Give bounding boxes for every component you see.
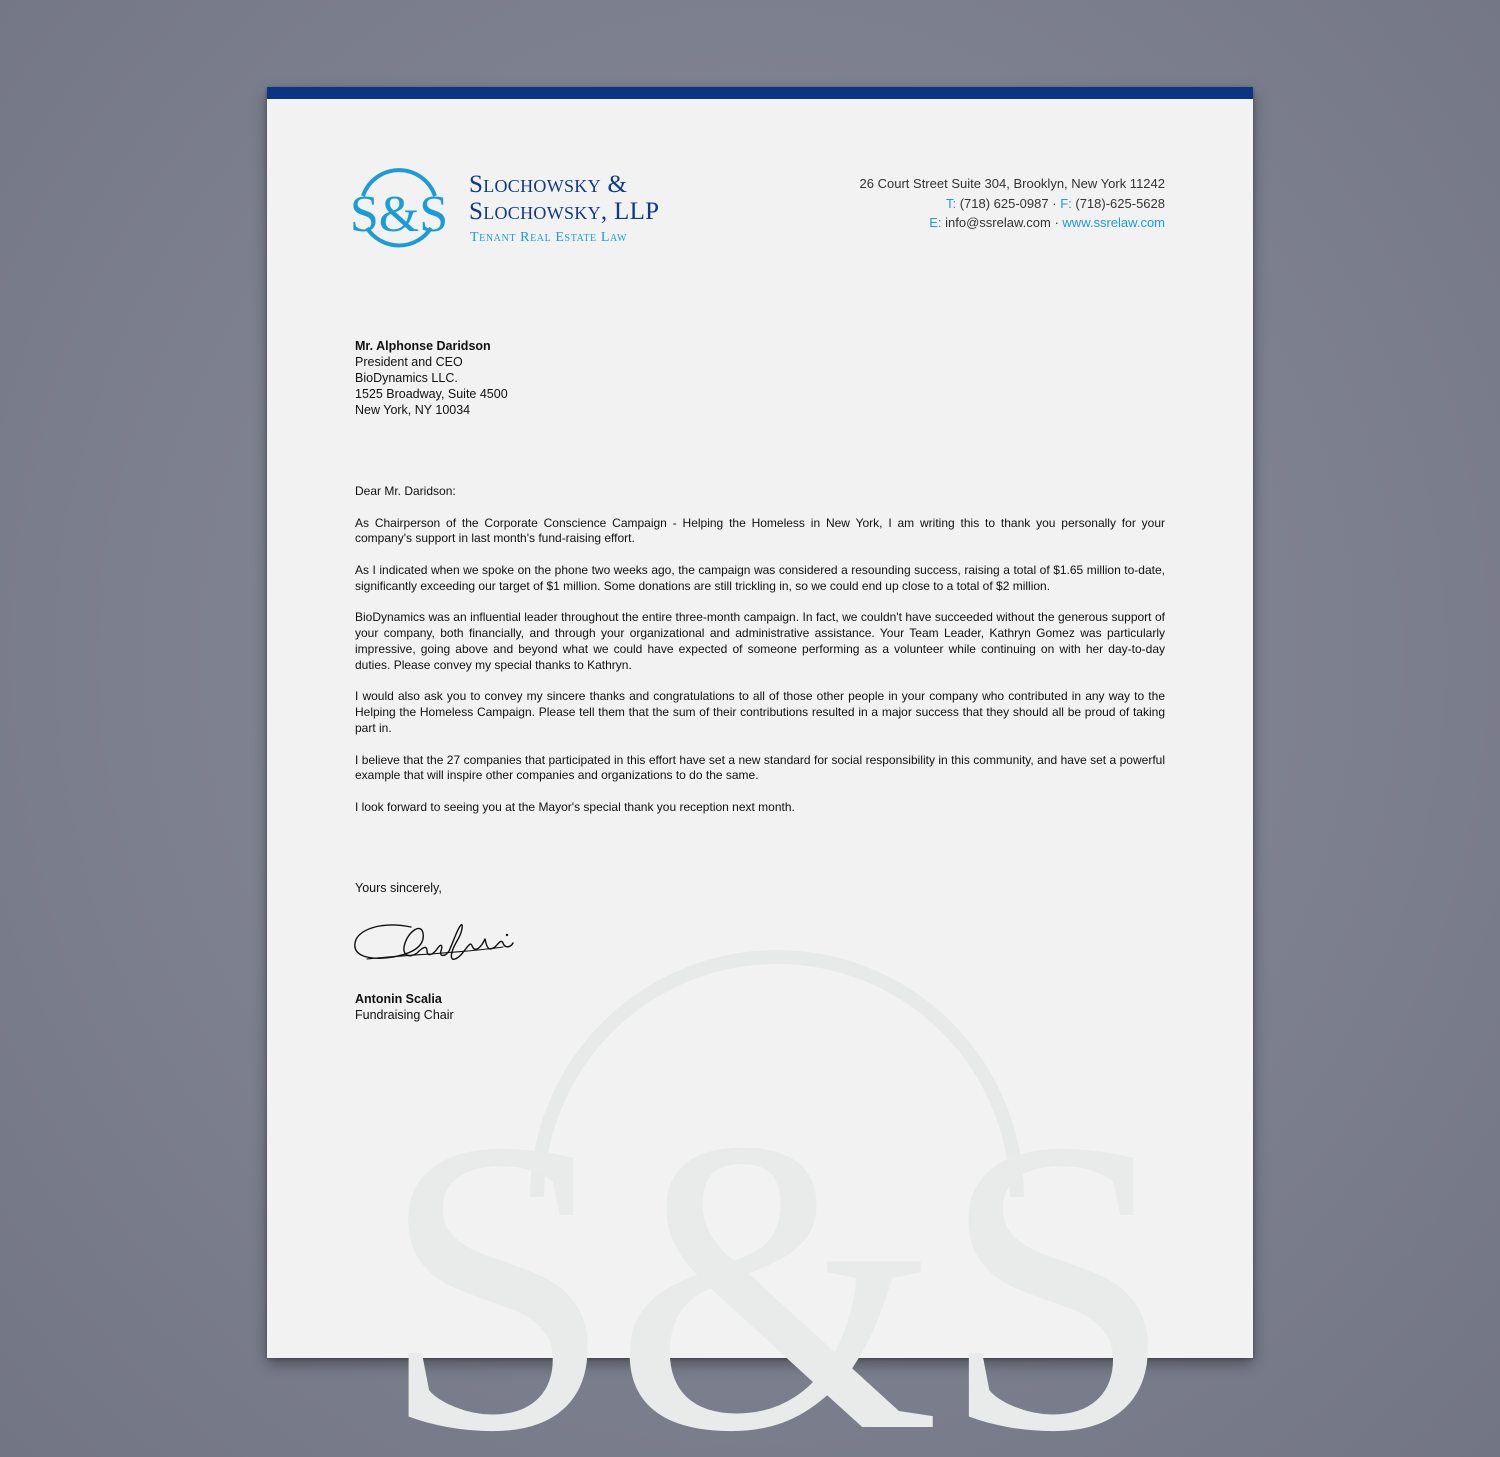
- letter-body: [355, 484, 1165, 832]
- phone-fax-line: [860, 194, 1165, 214]
- fax-label: F:: [1060, 195, 1072, 211]
- body-paragraph: As I indicated when we spoke on the phone two weeks ago, the campaign was considered a resounding success, raising a total of $1.65 million to-date, significantly exceeding our target of $1 million. Some donations are still trickling in, so we could end up close to a total of $2 million.: [355, 562, 1165, 593]
- contact-block: [860, 174, 1165, 233]
- recipient-name: Mr. Alphonse Daridson: [355, 339, 491, 353]
- letterhead-page: [267, 87, 1253, 1457]
- body-paragraph: I believe that the 27 companies that participated in this effort have set a new standard for social responsibility in this community, and have set a powerful example that will inspire other companies and organizations to do the same.: [355, 752, 1165, 783]
- body-paragraph: I look forward to seeing you at the Mayor's special thank you reception next month.: [355, 799, 795, 814]
- firm-name-line2: Slochowsky, LLP: [469, 198, 660, 225]
- body-paragraph: I would also ask you to convey my sincere thanks and congratulations to all of those other people in your company who contributed in any way to the Helping the Homeless Campaign. Please tell them that the sum of their contributions resulted in a major success that they should all be proud of taking part in.: [355, 689, 1165, 735]
- recipient-company: BioDynamics LLC.: [355, 371, 458, 385]
- svg-text:S&S: S&S: [380, 1053, 1174, 1457]
- firm-name-line1: Slochowsky &: [469, 171, 628, 198]
- closing: Yours sincerely,: [355, 881, 442, 895]
- recipient-street: 1525 Broadway, Suite 4500: [355, 387, 508, 401]
- firm-address: 26 Court Street Suite 304, Brooklyn, New York 11242: [859, 176, 1165, 191]
- firm-logo-icon: [349, 162, 449, 254]
- firm-name: [469, 171, 659, 225]
- separator: ·: [1052, 195, 1057, 211]
- recipient-city: New York, NY 10034: [355, 403, 471, 417]
- phone-number: (718) 625-0987: [959, 195, 1049, 211]
- signer-block: [355, 991, 454, 1023]
- svg-text:S&S: S&S: [349, 186, 449, 243]
- email-web-line: [860, 213, 1165, 233]
- body-paragraph: BioDynamics was an influential leader throughout the entire three-month campaign. In fact, we couldn't have succeeded without the generous support of your company, both financially, and through your organizational and administrative assistance. Your Team Leader, Kathryn Gomez was particularly impressive, going above and beyond what we could have expected of someone performing as a volunteer while continuing on with her day-to-day duties. Please convey my special thanks to Kathryn.: [355, 610, 1165, 672]
- recipient-title: President and CEO: [355, 355, 463, 369]
- top-accent-bar: [267, 87, 1253, 99]
- recipient-address: [355, 338, 508, 418]
- firm-tagline: Tenant Real Estate Law: [470, 230, 628, 245]
- signer-title: Fundraising Chair: [355, 1008, 454, 1022]
- body-paragraph: As Chairperson of the Corporate Conscience Campaign - Helping the Homeless in New York, I am writing this to thank you personally for your company's support in last month's fund-raising effort.: [355, 515, 1165, 546]
- signer-name: Antonin Scalia: [355, 992, 442, 1006]
- separator: ·: [1054, 215, 1059, 230]
- phone-label: T:: [945, 195, 957, 211]
- website-link: www.ssrelaw.com: [1062, 215, 1165, 230]
- email-label: E:: [929, 215, 942, 230]
- fax-number: (718)-625-5628: [1075, 195, 1165, 211]
- email-address: info@ssrelaw.com: [945, 215, 1051, 230]
- signature: [353, 909, 523, 979]
- salutation: Dear Mr. Daridson:: [355, 484, 456, 498]
